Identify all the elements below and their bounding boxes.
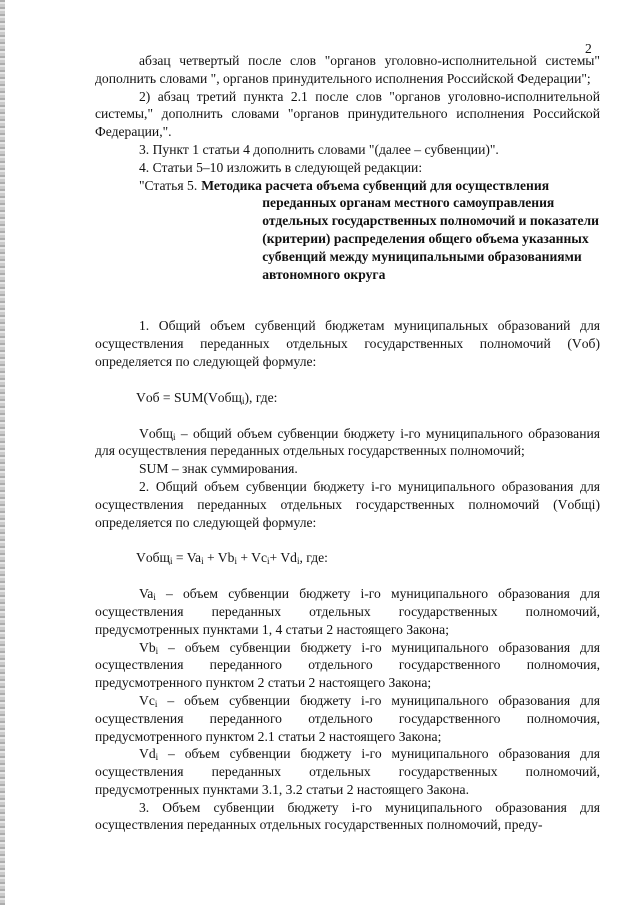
heading-line: Методика расчета объема субвенций для осуществления (201, 177, 550, 193)
paragraph: 2. Общий объем субвенции бюджету i-го муниципального образования для осуществления переданных отдельных государственных полномочий (Vобщi) определяется по следующей формуле: (95, 478, 600, 530)
document-body (95, 52, 600, 834)
paragraph: 4. Статьи 5–10 изложить в следующей редакции: (139, 159, 423, 175)
paragraph: $Vb_i$ – объем субвенции бюджету i-го муниципального образования для осуществления переданного отдельного государственного полномочия, предусмотренного пунктом 2 статьи 2 настоящего Закона; (95, 639, 600, 691)
paragraph: Vобщ$_i$ – общий объем субвенции бюджету i-го муниципального образования для осуществления переданных отдельных государственных полномочий; (95, 425, 600, 459)
paragraph: SUM – знак суммирования. (139, 461, 298, 477)
article-5-header (95, 177, 600, 284)
paragraph: 3. Пункт 1 статьи 4 дополнить словами "(далее – субвенции)". (139, 141, 499, 157)
paragraph: $Va_i$ – объем субвенции бюджету i-го муниципального образования для осуществления переданных отдельных государственных полномочий, предусмотренных пунктами 1, 4 статьи 2 настоящего Закона; (95, 586, 600, 637)
heading-line: субвенций между муниципальными образованиями (262, 248, 582, 264)
article-heading (197, 177, 600, 284)
paragraph: $Vc_i$ – объем субвенции бюджету i-го муниципального образования для осуществления переданного отдельного государственного полномочия, предусмотренного пунктом 2.1 статьи 2 настоящего Закона; (95, 692, 600, 744)
article-label: "Статья 5. (139, 177, 198, 193)
paragraph: 3. Объем субвенции бюджету i-го муниципального образования для осуществления переданных отдельных государственных полномочий, преду- (95, 799, 600, 833)
scan-edge (0, 0, 5, 905)
page-number: 2 (585, 41, 592, 56)
heading-line: отдельных государственных полномочий и показатели (262, 213, 599, 229)
heading-line: (критерии) распределения общего объема указанных (262, 230, 589, 246)
paragraph: 2) абзац третий пункта 2.1 после слов "органов уголовно-исполнительной системы," дополнить словами "органов принудительного исполнения Российской Федерации,". (95, 88, 600, 140)
paragraph: 1. Общий объем субвенций бюджетам муниципальных образований для осуществления переданных отдельных государственных полномочий (Vоб) определяется по следующей формуле: (95, 318, 600, 369)
paragraph: абзац четвертый после слов "органов уголовно-исполнительной системы" дополнить словами ", органов принудительного исполнения Российской Федерации"; (95, 53, 600, 86)
heading-line: переданных органам местного самоуправления (262, 195, 555, 211)
formula-municipal-volume: Vобщ$_i$ = $Va_i + Vb_i + Vc_i+ Vd_i$, где: (136, 550, 328, 567)
heading-line: автономного округа (262, 266, 386, 282)
paragraph: $Vd_i$ – объем субвенции бюджету i-го муниципального образования для осуществления переданных отдельных государственных полномочий, предусмотренных пунктами 3.1, 3.2 статьи 2 настоящего Закона. (95, 746, 600, 797)
formula-total-volume: Vоб = SUM(Vобщ$_i$), где: (136, 389, 278, 406)
